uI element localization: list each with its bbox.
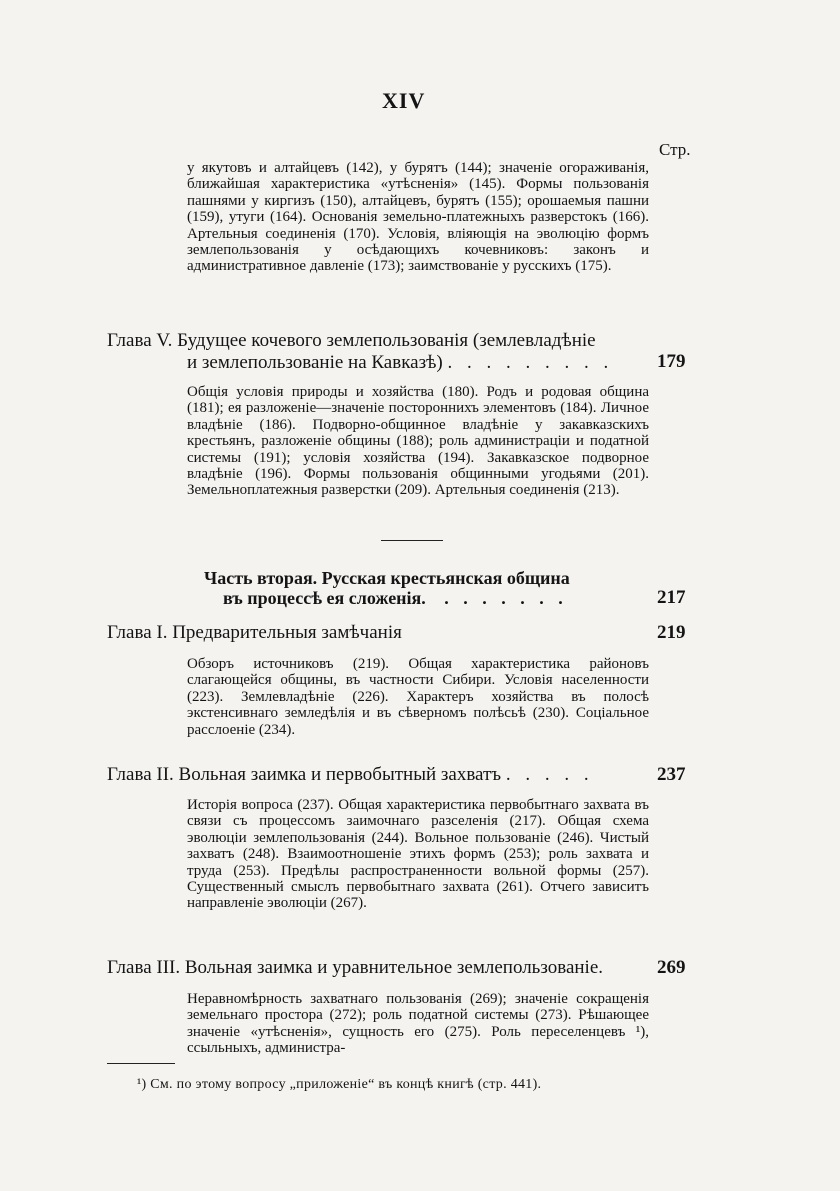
chapter-i-summary: Обзоръ источниковъ (219). Общая характеристика районовъ слагающейся общины, въ частности Сибири. Условія населенности (223). Землевладѣніе (226). Характеръ хозяйства въ полосѣ экстенсивнаго земледѣлія и въ сѣверномъ полѣсьѣ (230). Соціальное расслоеніе (234).	[187, 656, 649, 738]
chapter-v-leader-dots: . . . . . . . . .	[447, 352, 614, 373]
part-two-subtitle: въ процессѣ ея сложенія.	[223, 588, 426, 608]
footnote: ¹) См. по этому вопросу „приложеніе“ въ концѣ книгѣ (стр. 441).	[137, 1077, 542, 1092]
chapter-i-label: Глава I.	[107, 622, 168, 643]
chapter-ii-leader-dots: . . . . .	[505, 764, 594, 785]
chapter-v-heading-line2	[187, 352, 613, 374]
chapter-v-title-line2: и землепользованіе на Кавказѣ)	[187, 352, 443, 373]
chapter-iii-title: Вольная заимка и уравнительное землепользованіе.	[184, 957, 604, 978]
chapter-ii-label: Глава II.	[107, 764, 174, 785]
chapter-ii-summary: Исторія вопроса (237). Общая характеристика первобытнаго захвата въ связи съ процессомъ заимочнаго разселенія (217). Общая схема эволюціи землепользованія (244). Вольное пользованіе (246). Чистый захватъ (248). Взаимоотношеніе этихъ формъ (253); роль захвата и труда (253). Предѣлы распространенности вольной формы (257). Существенный смыслъ первобытнаго захвата (261). Отчего зависитъ направленіе эволюціи (267).	[187, 797, 649, 912]
chapter-ii-heading	[107, 764, 594, 786]
continuation-summary: у якутовъ и алтайцевъ (142), у бурятъ (144); значеніе огораживанія, ближайшая характеристика «утѣсненія» (145). Формы пользованія пашнями у киргизъ (150), алтайцевъ, бурятъ (155); орошаемыя пашни (159), утуги (164). Основанія земельно-платежныхъ разверстокъ (166). Артельныя соединенія (170). Условія, вліяющія на эволюцію формъ землепользованія у осѣдающихъ кочевниковъ: законъ и административное давленіе (173); заимствованіе у русскихъ (175).	[187, 160, 649, 275]
chapter-i-title: Предварительныя замѣчанія	[172, 622, 402, 643]
chapter-v-page: 179	[657, 351, 686, 372]
part-two-heading-line2	[223, 587, 568, 609]
chapter-iii-page: 269	[657, 957, 686, 978]
chapter-v-label: Глава V.	[107, 330, 173, 351]
part-two-page: 217	[657, 587, 686, 608]
chapter-iii-label: Глава III.	[107, 957, 181, 978]
chapter-v-summary: Общія условія природы и хозяйства (180). Родъ и родовая община (181); ея разложеніе—значеніе постороннихъ элементовъ (184). Личное владѣніе (186). Подворно-общинное владѣніе у закавказскихъ крестьянъ, разложеніе общины (188); роль администраціи и податной системы (191); условія хозяйства (194). Закавказское подворное владѣніе (196). Формы пользованія общинными угодьями (201). Земельноплатежныя разверстки (209). Артельныя соединенія (213).	[187, 384, 649, 499]
page-number: XIV	[382, 88, 426, 113]
chapter-iii-summary: Неравномѣрность захватнаго пользованія (269); значеніе сокращенія земельнаго простора (272); роль податной системы (273). Рѣшающее значеніе «утѣсненія», сущность его (275). Роль переселенцевъ ¹), ссыльныхъ, администра-	[187, 991, 649, 1057]
page-column-label: Стр.	[659, 140, 691, 159]
part-two-heading-line1: Часть вторая. Русская крестьянская община	[204, 568, 570, 588]
section-divider	[381, 540, 443, 541]
chapter-ii-title: Вольная заимка и первобытный захватъ	[178, 764, 502, 785]
chapter-iii-heading	[107, 957, 603, 979]
chapter-i-heading	[107, 622, 402, 644]
chapter-ii-page: 237	[657, 764, 686, 785]
chapter-v-title-line1: Будущее кочевого землепользованія (землевладѣніе	[177, 330, 596, 351]
footnote-rule	[107, 1063, 175, 1064]
chapter-i-page: 219	[657, 622, 686, 643]
chapter-v-heading	[107, 330, 596, 352]
part-two-leader-dots: . . . . . . .	[444, 588, 568, 608]
